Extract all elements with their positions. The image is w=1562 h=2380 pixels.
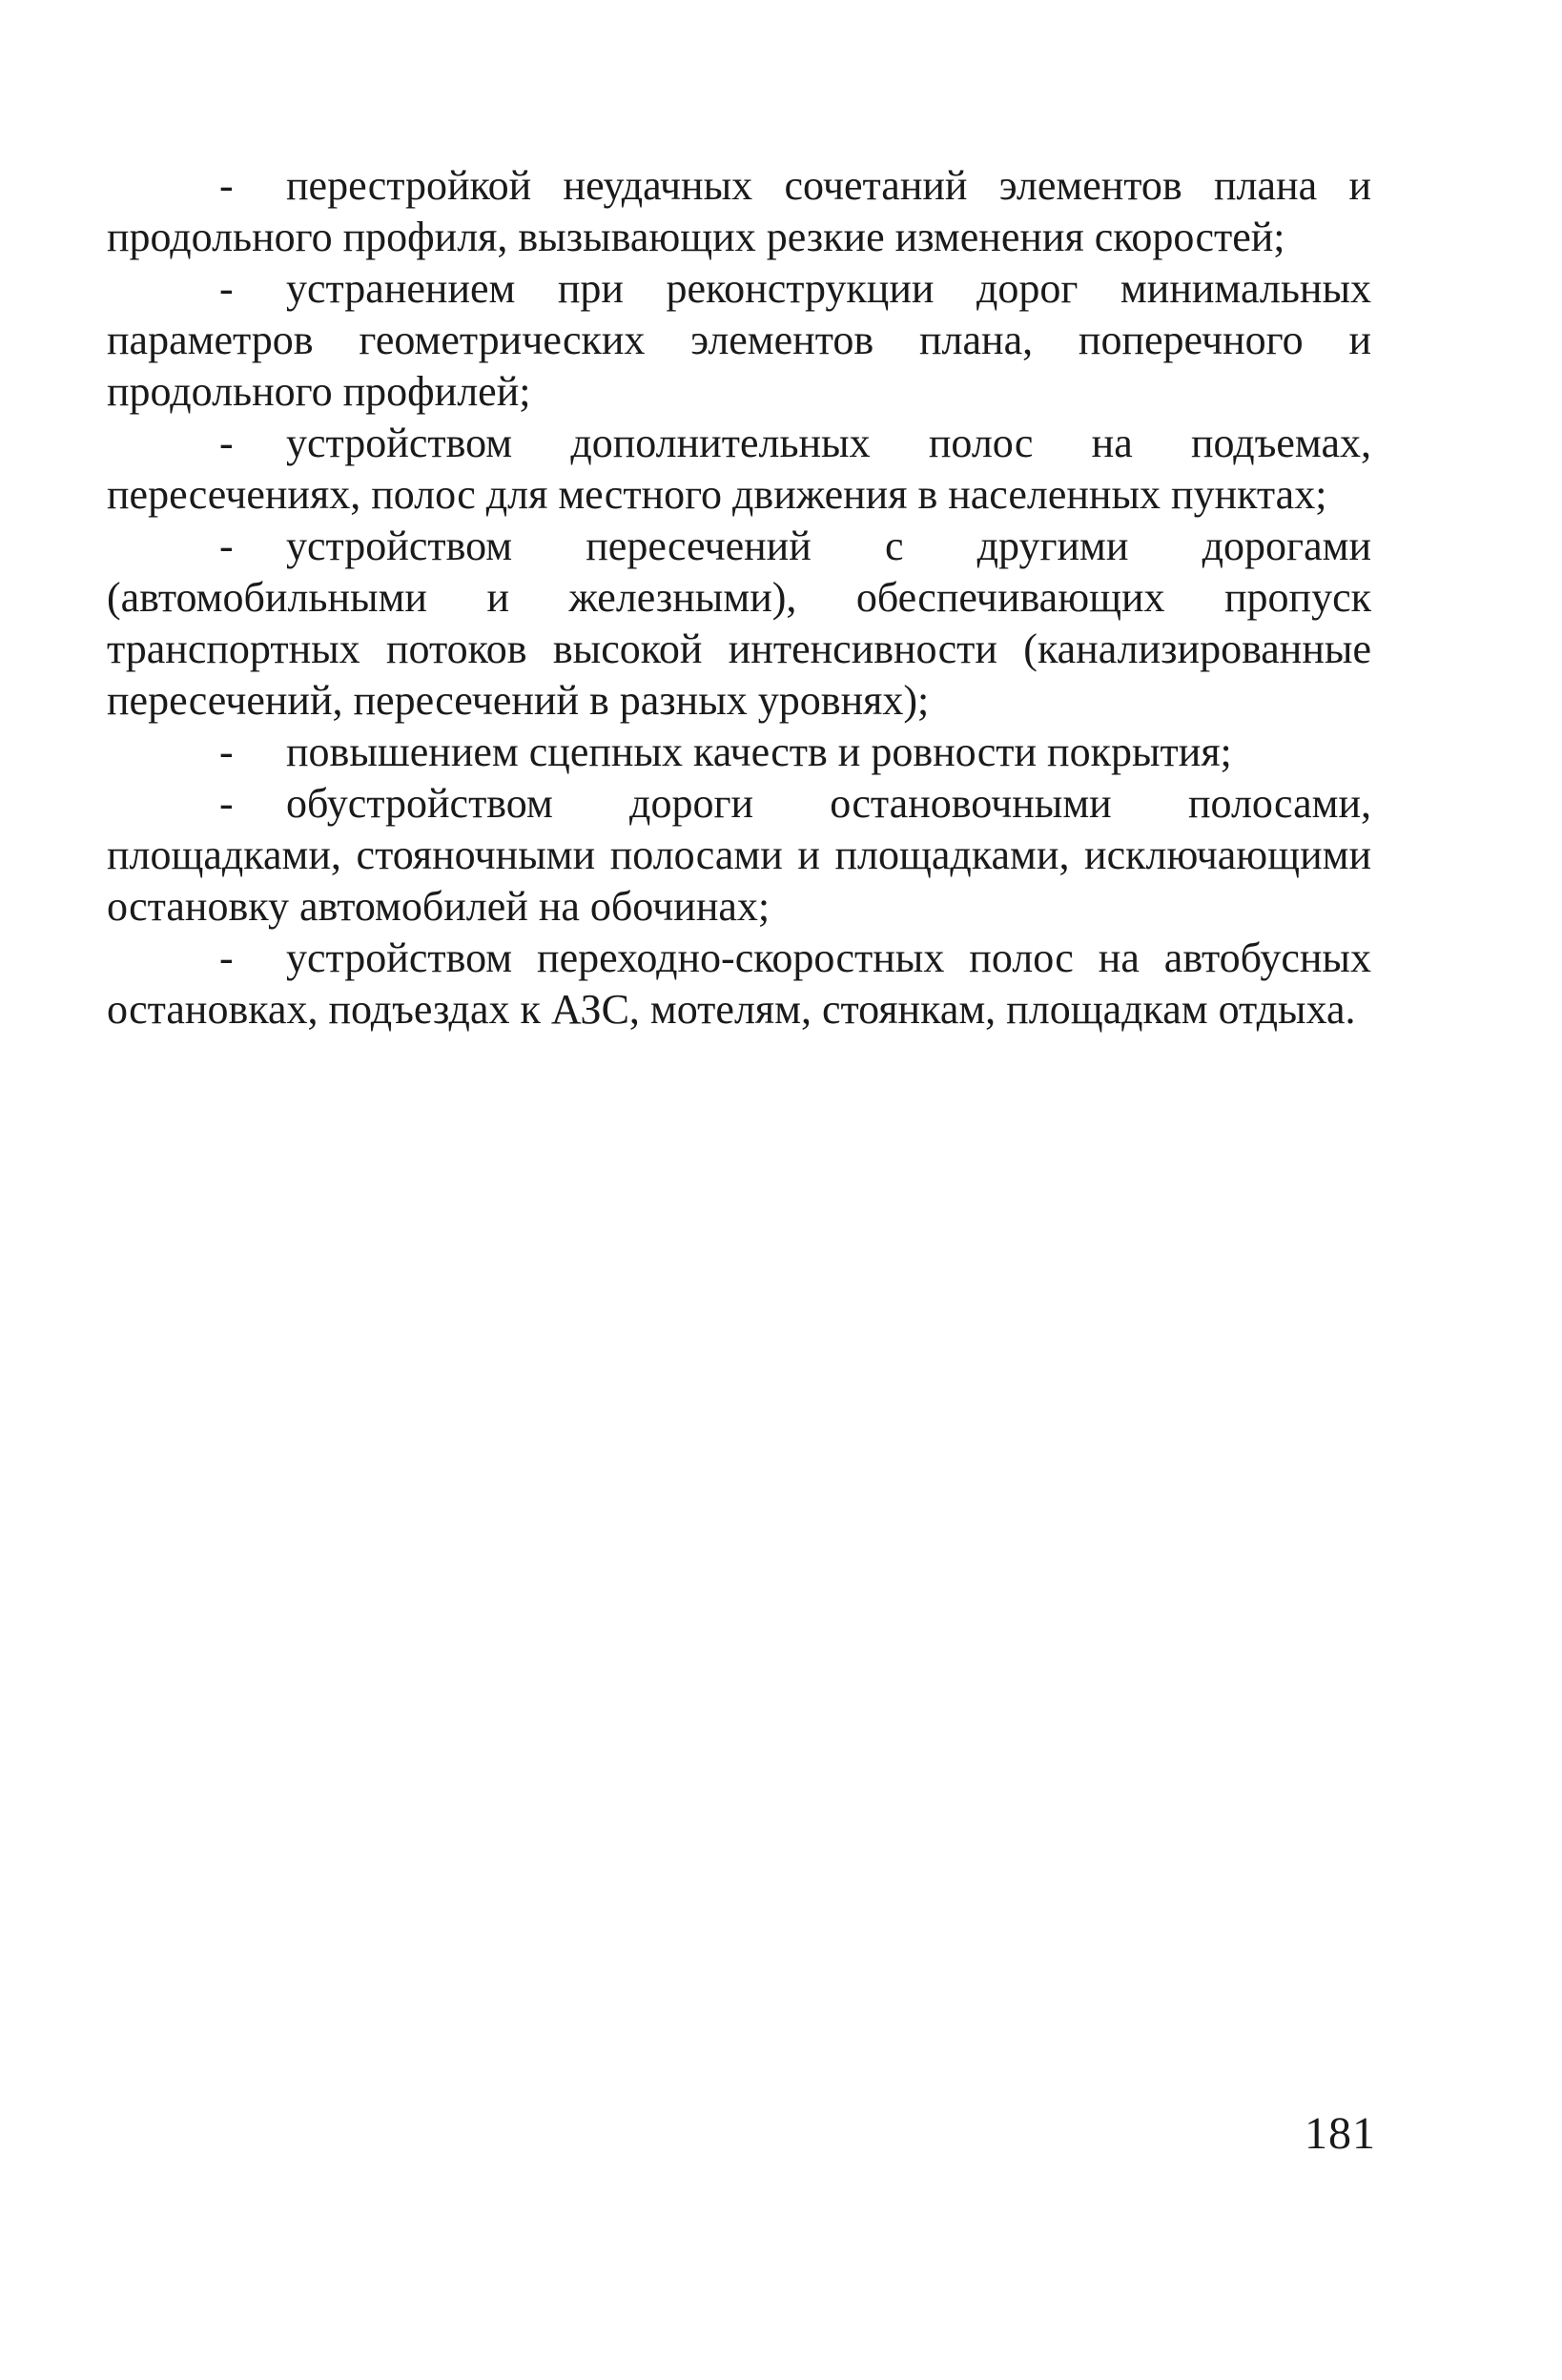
page-body bbox=[107, 160, 1371, 1036]
list-marker: - bbox=[219, 780, 234, 827]
list-item bbox=[107, 263, 1371, 418]
page-number: 181 bbox=[1305, 2108, 1376, 2159]
list-marker: - bbox=[219, 162, 234, 209]
list-item bbox=[107, 727, 1371, 778]
list-item bbox=[107, 778, 1371, 933]
list-item-text: устранением при реконструкции дорог минимальных параметров геометрических элементов плана, поперечного и продольного профилей; bbox=[107, 265, 1371, 415]
list-item bbox=[107, 160, 1371, 263]
list-item-text: устройством дополнительных полос на подъемах, пересечениях, полос для местного движения в населенных пунктах; bbox=[107, 420, 1371, 518]
list-marker: - bbox=[219, 420, 234, 466]
list-item-text: повышением сцепных качеств и ровности покрытия; bbox=[286, 728, 1232, 775]
list-item-text: перестройкой неудачных сочетаний элементов плана и продольного профиля, вызывающих резкие изменения скоростей; bbox=[107, 162, 1371, 260]
list-item bbox=[107, 418, 1371, 521]
list-item-text: устройством пересечений с другими дорогами (автомобильными и железными), обеспечивающих пропуск транспортных потоков высокой интенсивности (канализированные пересечений, пересечений в разных уровнях); bbox=[107, 523, 1371, 724]
list-marker: - bbox=[219, 265, 234, 312]
list-item-text: обустройством дороги остановочными полосами, площадками, стояночными полосами и площадками, исключающими остановку автомобилей на обочинах; bbox=[107, 780, 1371, 930]
list-marker: - bbox=[219, 728, 234, 775]
list-item bbox=[107, 521, 1371, 727]
list-marker: - bbox=[219, 934, 234, 981]
list-item bbox=[107, 933, 1371, 1036]
list-marker: - bbox=[219, 523, 234, 569]
list-item-text: устройством переходно-скоростных полос на автобусных остановках, подъездах к АЗС, мотелям, стоянкам, площадкам отдыха. bbox=[107, 934, 1371, 1033]
